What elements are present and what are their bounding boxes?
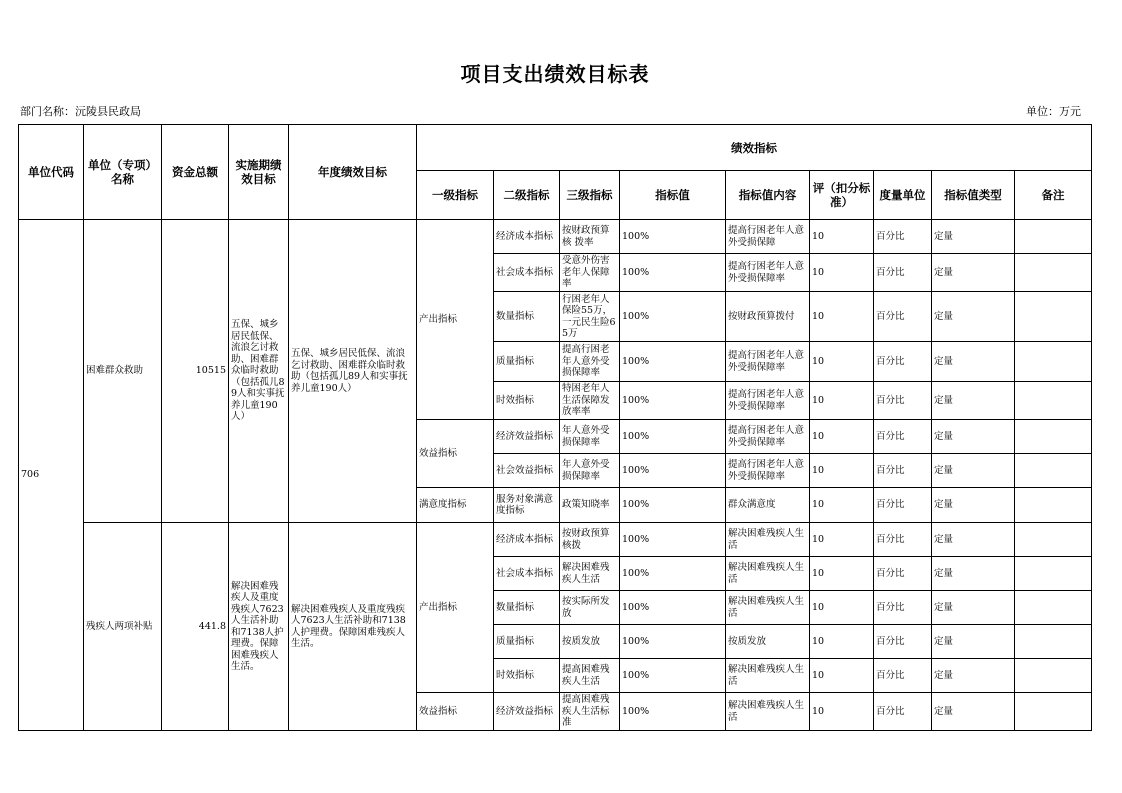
header-value-type: 指标值类型 [932, 171, 1015, 220]
level2-cell: 数量指标 [494, 292, 560, 342]
value-type-cell: 定量 [932, 342, 1015, 382]
score-cell: 10 [810, 625, 874, 659]
content-cell: 提高行困老年人意外受损保障率 [726, 454, 810, 488]
header-score: 评（扣分标准） [810, 171, 874, 220]
score-cell: 10 [810, 382, 874, 420]
value-type-cell: 定量 [932, 659, 1015, 693]
content-cell: 解决困难残疾人生活 [726, 693, 810, 731]
measure-unit-cell: 百分比 [874, 591, 932, 625]
measure-unit-cell: 百分比 [874, 693, 932, 731]
remark-cell [1015, 292, 1092, 342]
value-cell: 100% [620, 625, 726, 659]
level2-cell: 社会效益指标 [494, 454, 560, 488]
level3-cell: 提高困难残疾人生活 [560, 659, 620, 693]
value-cell: 100% [620, 382, 726, 420]
level1-cell: 效益指标 [417, 420, 494, 488]
level1-cell: 产出指标 [417, 220, 494, 420]
project-name-cell: 困难群众救助 [84, 220, 162, 523]
value-cell: 100% [620, 523, 726, 557]
level3-cell: 行困老年人保险55万，一元民生险65万 [560, 292, 620, 342]
header-measure-unit: 度量单位 [874, 171, 932, 220]
measure-unit-cell: 百分比 [874, 625, 932, 659]
measure-unit-cell: 百分比 [874, 220, 932, 254]
currency-unit-label: 单位：万元 [1026, 105, 1081, 118]
value-type-cell: 定量 [932, 557, 1015, 591]
measure-unit-cell: 百分比 [874, 523, 932, 557]
header-remark: 备注 [1015, 171, 1092, 220]
level1-cell: 效益指标 [417, 693, 494, 731]
header-value: 指标值 [620, 171, 726, 220]
header-period-goal: 实施期绩效目标 [229, 125, 289, 220]
value-type-cell: 定量 [932, 523, 1015, 557]
value-type-cell: 定量 [932, 254, 1015, 292]
level3-cell: 提高行困老年人意外受损保障率 [560, 342, 620, 382]
level2-cell: 社会成本指标 [494, 254, 560, 292]
level2-cell: 数量指标 [494, 591, 560, 625]
header-content: 指标值内容 [726, 171, 810, 220]
remark-cell [1015, 220, 1092, 254]
value-type-cell: 定量 [932, 292, 1015, 342]
level3-cell: 年人意外受损保障率 [560, 454, 620, 488]
level3-cell: 政策知晓率 [560, 488, 620, 523]
score-cell: 10 [810, 659, 874, 693]
content-cell: 按财政预算拨付 [726, 292, 810, 342]
annual-goal-cell: 五保、城乡居民低保、流浪乞讨救助、困难群众临时救助（包括孤儿89人和实事抚养儿童190人） [289, 220, 417, 523]
remark-cell [1015, 659, 1092, 693]
table-body [19, 125, 1092, 731]
value-cell: 100% [620, 254, 726, 292]
header-unit-name: 单位（专项）名称 [84, 125, 162, 220]
content-cell: 提高行困老年人意外受损保障率 [726, 254, 810, 292]
remark-cell [1015, 342, 1092, 382]
level3-cell: 按质发放 [560, 625, 620, 659]
content-cell: 提高行困老年人意外受损保障率 [726, 342, 810, 382]
value-cell: 100% [620, 454, 726, 488]
measure-unit-cell: 百分比 [874, 557, 932, 591]
period-goal-cell: 五保、城乡居民低保、流浪乞讨救助、困难群众临时救助（包括孤儿89人和实事抚养儿童190人） [229, 220, 289, 523]
score-cell: 10 [810, 523, 874, 557]
score-cell: 10 [810, 488, 874, 523]
remark-cell [1015, 420, 1092, 454]
level2-cell: 经济成本指标 [494, 220, 560, 254]
content-cell: 解决困难残疾人生活 [726, 557, 810, 591]
level3-cell: 受意外伤害老年人保障率 [560, 254, 620, 292]
value-type-cell: 定量 [932, 220, 1015, 254]
remark-cell [1015, 557, 1092, 591]
measure-unit-cell: 百分比 [874, 254, 932, 292]
value-type-cell: 定量 [932, 382, 1015, 420]
remark-cell [1015, 523, 1092, 557]
level2-cell: 质量指标 [494, 342, 560, 382]
header-level3: 三级指标 [560, 171, 620, 220]
header-level1: 一级指标 [417, 171, 494, 220]
content-cell: 提高行困老年人意外受损保障 [726, 220, 810, 254]
score-cell: 10 [810, 557, 874, 591]
level3-cell: 按财政预算核 拨率 [560, 220, 620, 254]
value-type-cell: 定量 [932, 420, 1015, 454]
content-cell: 提高行困老年人意外受损保障率 [726, 420, 810, 454]
value-cell: 100% [620, 693, 726, 731]
measure-unit-cell: 百分比 [874, 454, 932, 488]
value-cell: 100% [620, 488, 726, 523]
level3-cell: 按实际所发放 [560, 591, 620, 625]
header-row-1 [19, 125, 1092, 171]
score-cell: 10 [810, 292, 874, 342]
remark-cell [1015, 693, 1092, 731]
remark-cell [1015, 488, 1092, 523]
score-cell: 10 [810, 220, 874, 254]
content-cell: 按质发放 [726, 625, 810, 659]
content-cell: 解决困难残疾人生活 [726, 523, 810, 557]
level2-cell: 服务对象满意度指标 [494, 488, 560, 523]
level1-cell: 产出指标 [417, 523, 494, 693]
value-type-cell: 定量 [932, 625, 1015, 659]
project-name-cell: 残疾人两项补贴 [84, 523, 162, 731]
header-indicators: 绩效指标 [417, 125, 1092, 171]
level2-cell: 经济成本指标 [494, 523, 560, 557]
level3-cell: 按财政预算核拨 [560, 523, 620, 557]
level2-cell: 时效指标 [494, 382, 560, 420]
score-cell: 10 [810, 254, 874, 292]
level3-cell: 提高困难残疾人生活标准 [560, 693, 620, 731]
remark-cell [1015, 454, 1092, 488]
remark-cell [1015, 254, 1092, 292]
performance-target-table [18, 124, 1092, 731]
value-cell: 100% [620, 292, 726, 342]
value-type-cell: 定量 [932, 693, 1015, 731]
header-unit-code: 单位代码 [19, 125, 84, 220]
value-type-cell: 定量 [932, 454, 1015, 488]
header-level2: 二级指标 [494, 171, 560, 220]
level2-cell: 社会成本指标 [494, 557, 560, 591]
project-amount-cell: 441.8 [162, 523, 229, 731]
level2-cell: 时效指标 [494, 659, 560, 693]
content-cell: 提高行困老年人意外受损保障率 [726, 382, 810, 420]
level3-cell: 解决困难残疾人生活 [560, 557, 620, 591]
score-cell: 10 [810, 342, 874, 382]
value-cell: 100% [620, 659, 726, 693]
value-cell: 100% [620, 557, 726, 591]
measure-unit-cell: 百分比 [874, 659, 932, 693]
level2-cell: 质量指标 [494, 625, 560, 659]
level3-cell: 年人意外受损保障率 [560, 420, 620, 454]
table-row [19, 523, 1092, 557]
period-goal-cell: 解决困难残疾人及重度残疾人7623人生活补助和7138人护理费。保障困难残疾人生活。 [229, 523, 289, 731]
score-cell: 10 [810, 420, 874, 454]
remark-cell [1015, 591, 1092, 625]
level3-cell: 特困老年人生活保障发放率率 [560, 382, 620, 420]
value-cell: 100% [620, 591, 726, 625]
content-cell: 解决困难残疾人生活 [726, 591, 810, 625]
project-amount-cell: 10515 [162, 220, 229, 523]
content-cell: 群众满意度 [726, 488, 810, 523]
value-type-cell: 定量 [932, 591, 1015, 625]
page-title: 项目支出绩效目标表 [460, 62, 650, 86]
value-cell: 100% [620, 420, 726, 454]
measure-unit-cell: 百分比 [874, 342, 932, 382]
unit-code-cell: 706 [19, 220, 84, 731]
score-cell: 10 [810, 454, 874, 488]
score-cell: 10 [810, 693, 874, 731]
header-funds-total: 资金总额 [162, 125, 229, 220]
level2-cell: 经济效益指标 [494, 420, 560, 454]
header-annual-goal: 年度绩效目标 [289, 125, 417, 220]
measure-unit-cell: 百分比 [874, 382, 932, 420]
annual-goal-cell: 解决困难残疾人及重度残疾人7623人生活补助和7138人护理费。保障困难残疾人生活。 [289, 523, 417, 731]
measure-unit-cell: 百分比 [874, 420, 932, 454]
department-label: 部门名称：沅陵县民政局 [20, 105, 141, 118]
score-cell: 10 [810, 591, 874, 625]
remark-cell [1015, 382, 1092, 420]
level2-cell: 经济效益指标 [494, 693, 560, 731]
measure-unit-cell: 百分比 [874, 292, 932, 342]
table-row [19, 220, 1092, 254]
value-type-cell: 定量 [932, 488, 1015, 523]
value-cell: 100% [620, 220, 726, 254]
measure-unit-cell: 百分比 [874, 488, 932, 523]
value-cell: 100% [620, 342, 726, 382]
level1-cell: 满意度指标 [417, 488, 494, 523]
remark-cell [1015, 625, 1092, 659]
content-cell: 解决困难残疾人生活 [726, 659, 810, 693]
